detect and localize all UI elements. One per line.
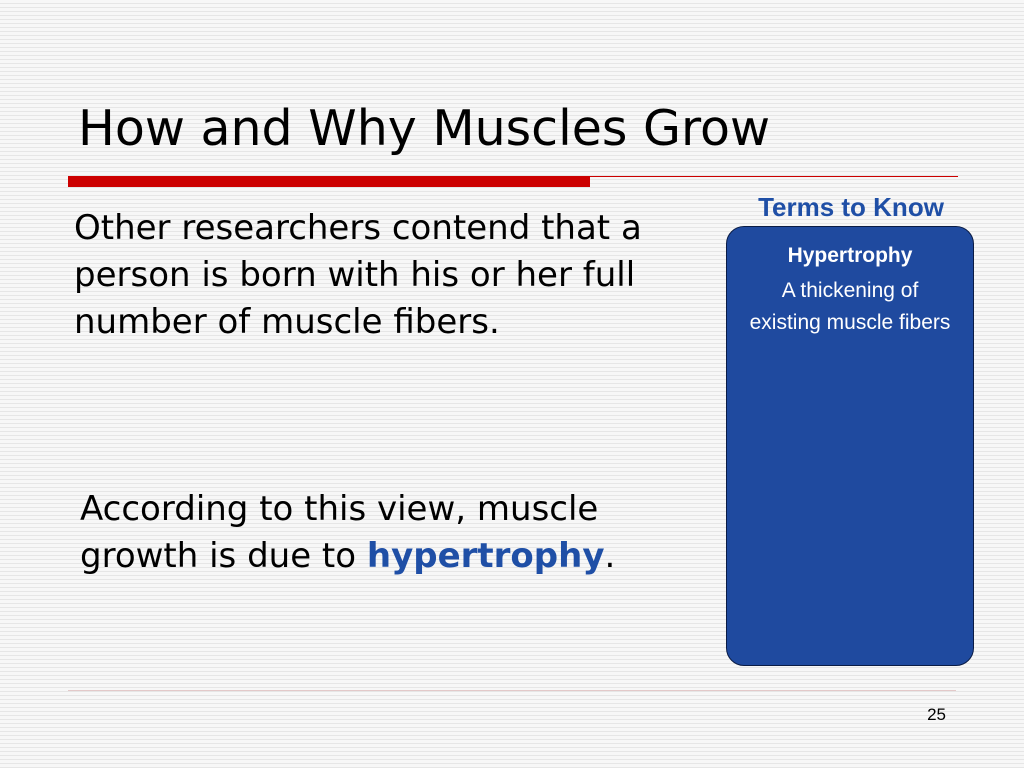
title-underline-thick: [68, 176, 590, 187]
keyword-hypertrophy: hypertrophy: [366, 536, 605, 576]
title-underline-thin: [590, 176, 958, 177]
body-paragraph-1: Other researchers contend that a person is born with his or her full number of muscle fibers.: [74, 208, 642, 342]
paragraph-2-period: .: [604, 536, 616, 576]
page-number: 25: [927, 705, 946, 724]
term-title: Hypertrophy: [787, 244, 913, 267]
slide-title: How and Why Muscles Grow: [78, 100, 771, 157]
term-definition: A thickening of existing muscle fibers: [749, 279, 951, 334]
footer-divider: [68, 690, 956, 691]
terms-to-know-heading: Terms to Know: [758, 192, 944, 222]
term-card: [726, 226, 974, 666]
body-paragraph-2: [80, 486, 680, 580]
paragraph-2-text: According to this view, muscle growth is due to: [80, 489, 599, 576]
